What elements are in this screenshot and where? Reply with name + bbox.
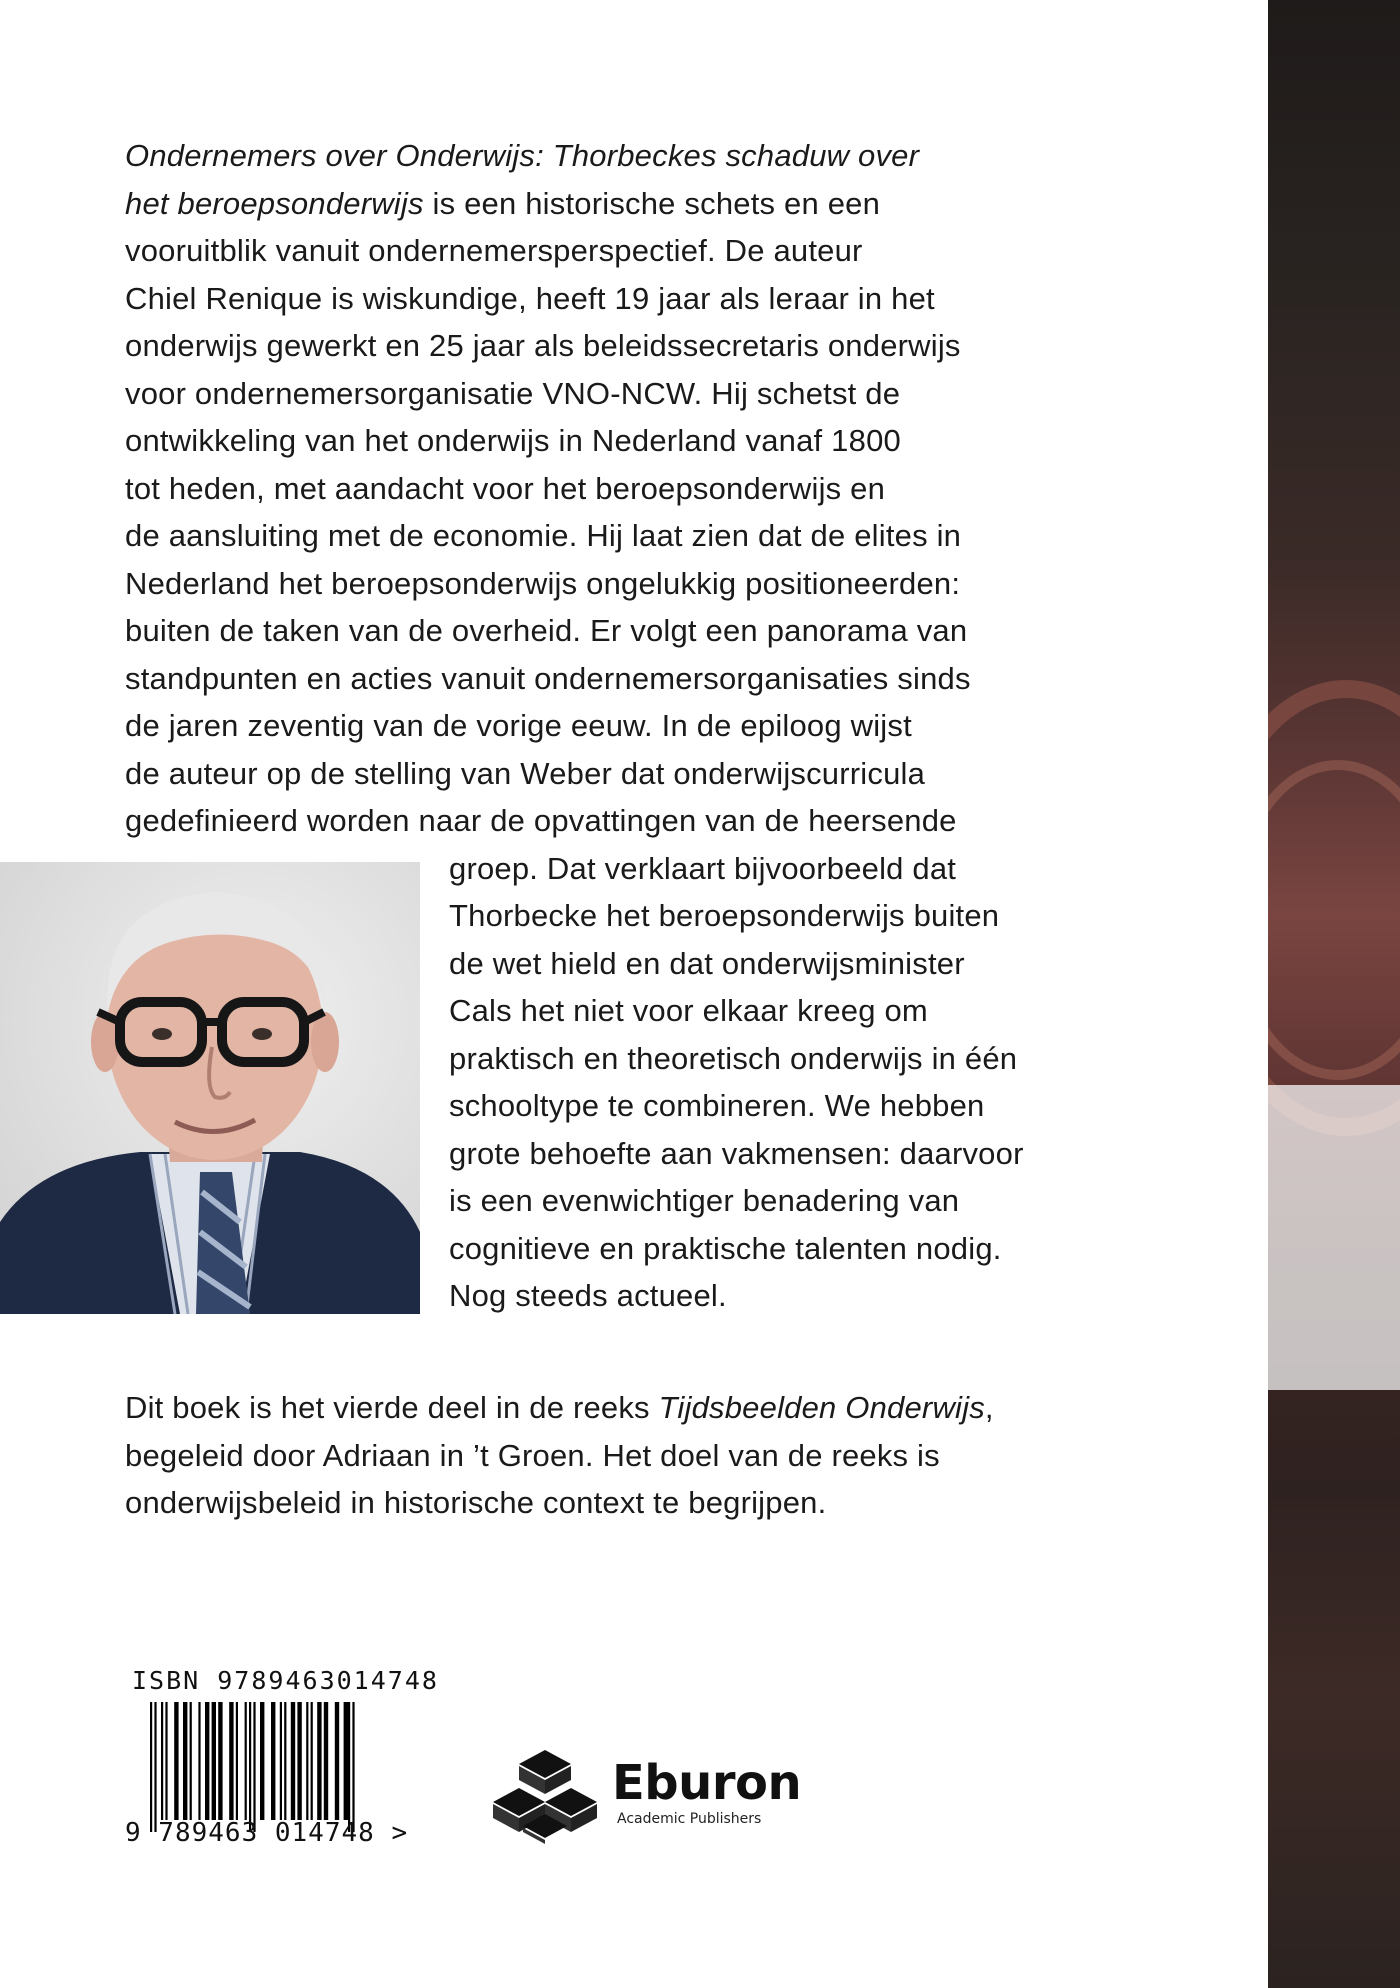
blurb-line: praktisch en theoretisch onderwijs in één	[449, 1040, 1018, 1076]
blurb-line: de jaren zeventig van de vorige eeuw. In de epiloog wijst	[125, 708, 912, 743]
barcode-bar	[297, 1702, 301, 1820]
eburon-logo-icon	[493, 1748, 598, 1844]
blurb-line: het beroepsonderwijs is een historische schets en een	[125, 185, 881, 221]
barcode-bar	[150, 1702, 152, 1832]
barcode-bar	[229, 1702, 233, 1820]
blurb-line: Cals het niet voor elkaar kreeg om	[449, 993, 928, 1028]
barcode-bar	[249, 1702, 251, 1832]
barcode-bar	[348, 1702, 350, 1832]
blurb-line: schooltype te combineren. We hebben	[449, 1088, 985, 1123]
barcode-bar	[190, 1702, 192, 1820]
blurb-line: Nog steeds actueel.	[449, 1278, 727, 1313]
blurb-line: is een evenwichtiger benadering van	[449, 1183, 960, 1218]
barcode-bar	[311, 1702, 313, 1820]
barcode-bar	[245, 1702, 247, 1820]
painting-band	[1268, 1085, 1400, 1390]
barcode-bar	[306, 1702, 308, 1820]
blurb-line: Ondernemers over Onderwijs: Thorbeckes schaduw over	[125, 138, 920, 173]
barcode-bar	[212, 1702, 216, 1820]
barcode-bar	[174, 1702, 178, 1820]
author-photo	[0, 862, 420, 1314]
barcode-bar	[165, 1702, 167, 1820]
barcode-bar	[183, 1702, 187, 1820]
barcode-bar	[161, 1702, 163, 1820]
barcode-bar	[291, 1702, 295, 1820]
barcode-bar	[218, 1702, 222, 1820]
series-text	[125, 1384, 1125, 1527]
blurb-line: ontwikkeling van het onderwijs in Nederland vanaf 1800	[125, 423, 901, 458]
blurb-line: tot heden, met aandacht voor het beroepsonderwijs en	[125, 470, 886, 506]
blurb-line: gedefinieerd worden naar de opvattingen van de heersende	[125, 803, 957, 838]
series-line: begeleid door Adriaan in ’t Groen. Het doel van de reeks is	[125, 1437, 940, 1473]
barcode-bar	[324, 1702, 328, 1820]
blurb-line: de auteur op de stelling van Weber dat onderwijscurricula	[125, 755, 926, 791]
publisher-subtitle: Academic Publishers	[617, 1811, 762, 1827]
blurb-line: Thorbecke het beroepsonderwijs buiten	[449, 898, 1000, 933]
barcode-bar	[317, 1702, 321, 1820]
barcode-bar	[352, 1702, 354, 1832]
author-portrait-icon	[0, 862, 420, 1314]
blurb-line: vooruitblik vanuit ondernemersperspectief. De auteur	[125, 233, 863, 268]
barcode-bar	[253, 1702, 255, 1832]
barcode-bar	[344, 1702, 348, 1820]
painting-detail	[1268, 760, 1400, 1080]
blurb-line: groep. Dat verklaart bijvoorbeeld dat	[449, 850, 957, 886]
blurb-line: onderwijs gewerkt en 25 jaar als beleidssecretaris onderwijs	[125, 328, 961, 363]
cover-painting-edge	[1268, 0, 1400, 1988]
blurb-line: de wet hield en dat onderwijsminister	[449, 945, 965, 981]
barcode	[150, 1702, 435, 1832]
barcode-bar	[154, 1702, 156, 1832]
blurb-line: buiten de taken van de overheid. Er volgt een panorama van	[125, 613, 968, 648]
barcode-bar	[280, 1702, 282, 1820]
isbn-label: ISBN 9789463014748	[132, 1666, 439, 1695]
blurb-line: grote behoefte aan vakmensen: daarvoor	[449, 1135, 1024, 1171]
barcode-bar	[205, 1702, 209, 1820]
barcode-bar	[271, 1702, 275, 1820]
series-line: Dit boek is het vierde deel in de reeks Tijdsbeelden Onderwijs,	[125, 1390, 994, 1425]
blurb-line: Chiel Renique is wiskundige, heeft 19 jaar als leraar in het	[125, 280, 935, 316]
blurb-line: de aansluiting met de economie. Hij laat zien dat de elites in	[125, 518, 962, 553]
barcode-bar	[236, 1702, 238, 1820]
blurb-line: voor ondernemersorganisatie VNO-NCW. Hij schetst de	[125, 375, 901, 411]
barcode-digits: 9 789463 014748 >	[125, 1818, 409, 1848]
publisher-name: Eburon	[612, 1755, 802, 1811]
blurb-line: Nederland het beroepsonderwijs ongelukkig positioneerden:	[125, 565, 961, 601]
barcode-bar	[335, 1702, 339, 1820]
barcode-bar	[284, 1702, 286, 1820]
blurb-line: cognitieve en praktische talenten nodig.	[449, 1230, 1002, 1266]
barcode-bar	[198, 1702, 200, 1820]
series-line: onderwijsbeleid in historische context te begrijpen.	[125, 1485, 827, 1520]
barcode-bar	[260, 1702, 264, 1820]
blurb-line: standpunten en acties vanuit ondernemersorganisaties sinds	[125, 660, 971, 696]
